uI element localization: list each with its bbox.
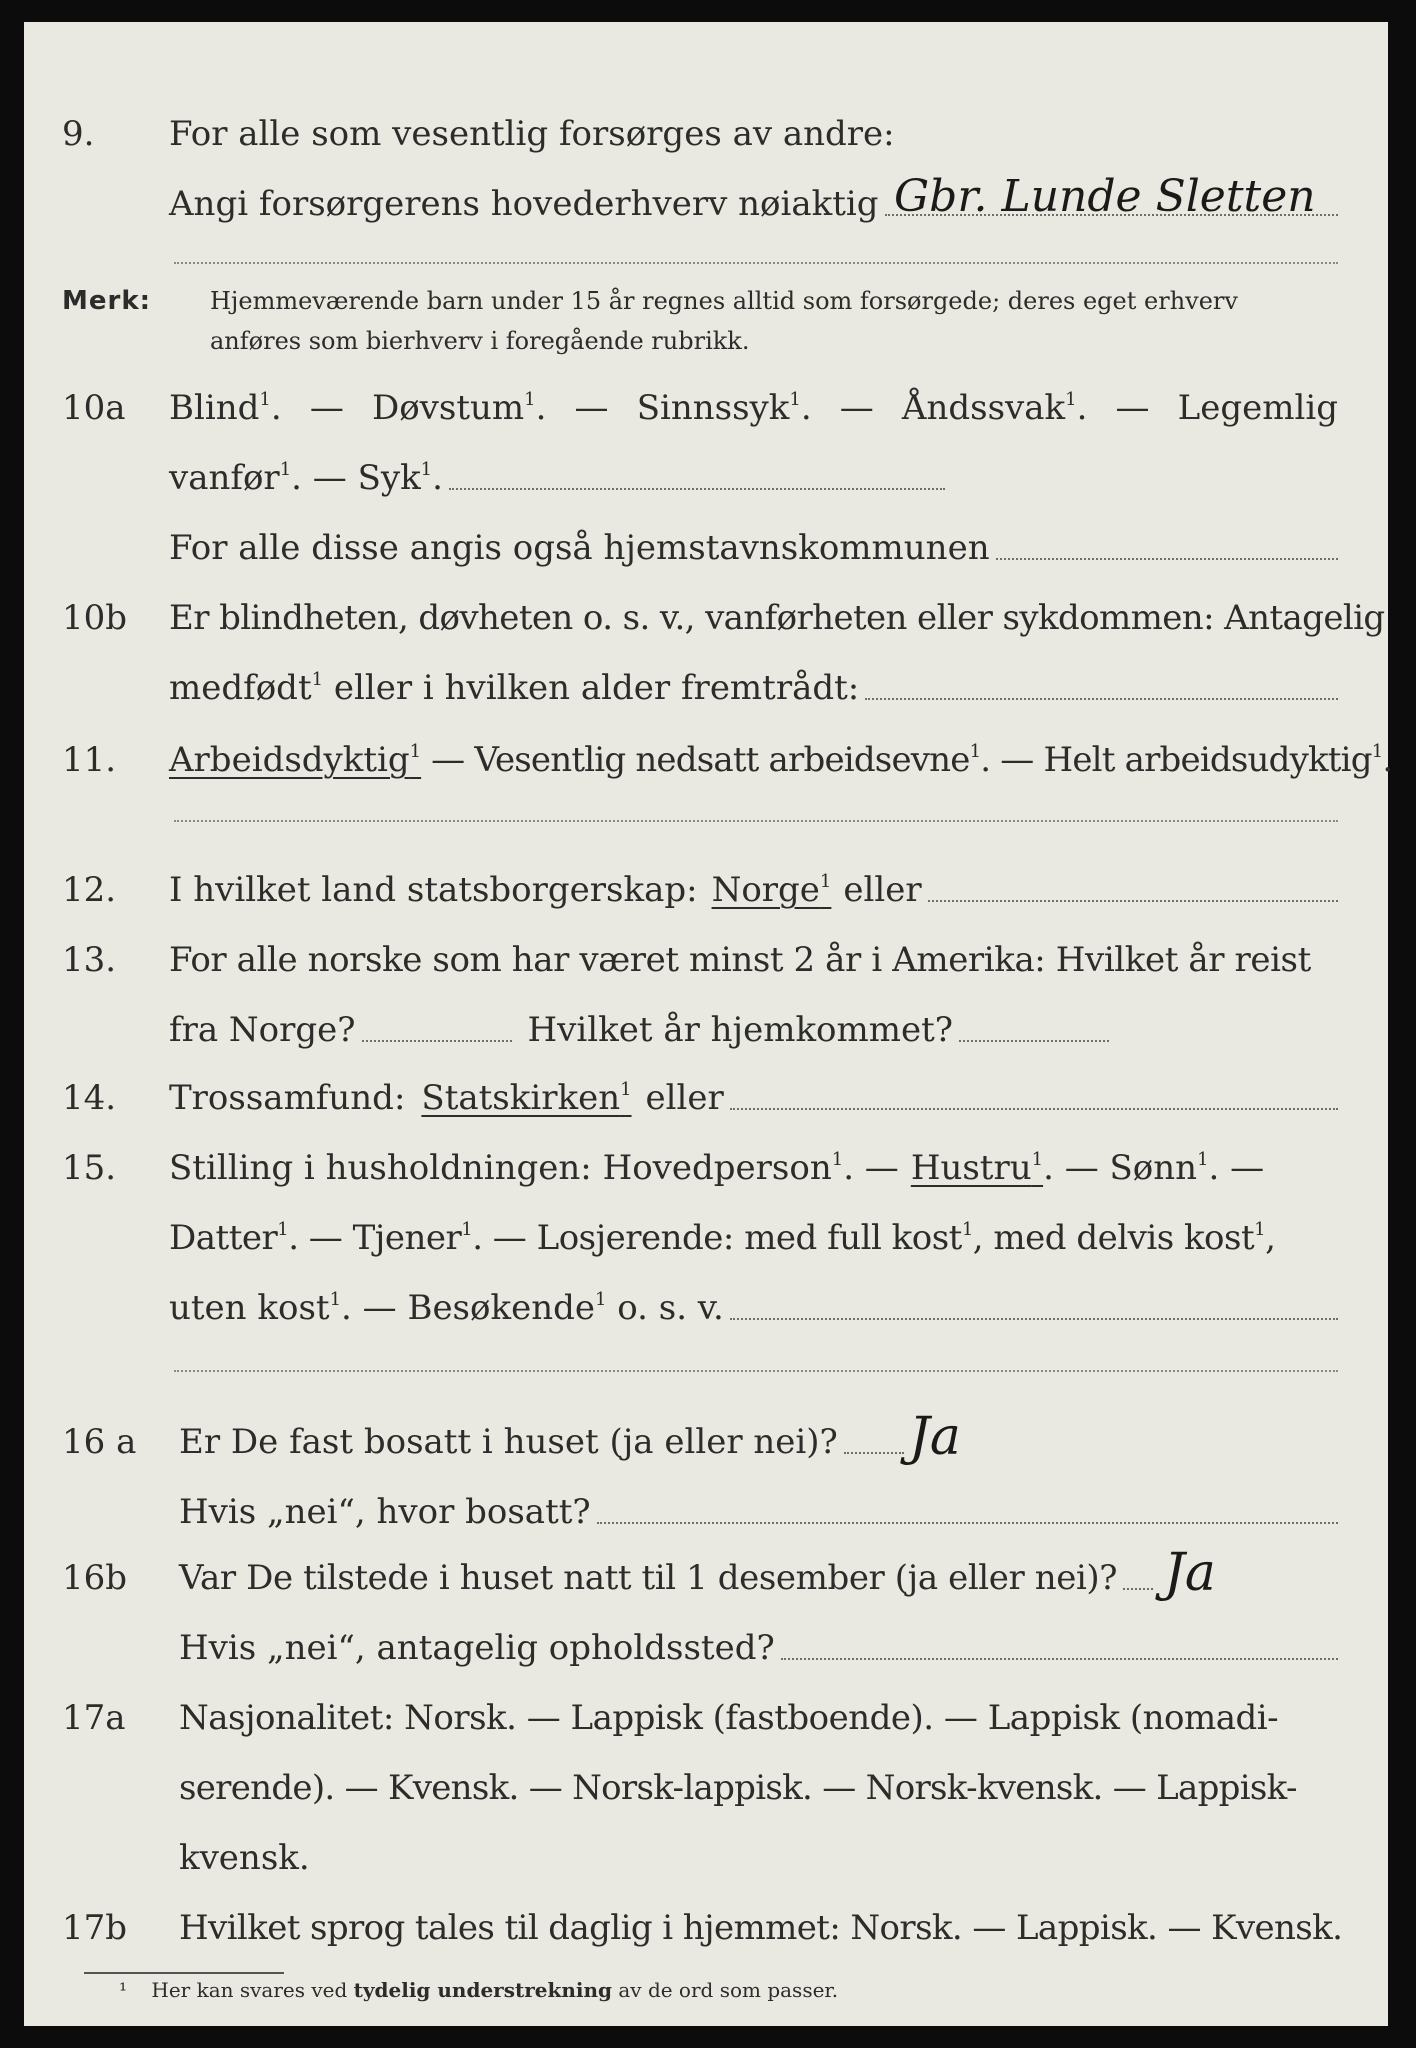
q16b-number: 16b: [62, 1558, 128, 1598]
q12-prefix: I hvilket land statsborgerskap:: [169, 870, 698, 910]
q9-line2: [24, 164, 1388, 228]
q10a-opt-blind[interactable]: Blind$^1$.: [169, 388, 282, 428]
q9-text-line2: Angi forsørgerens hovederhverv nøiaktig: [169, 184, 879, 224]
q13-reist-line[interactable]: [362, 1040, 512, 1042]
q9-number: 9.: [62, 114, 95, 154]
q10a-number: 10a: [62, 388, 126, 428]
q16b-line1: [24, 1538, 1388, 1602]
q17a-line3: [24, 1818, 1388, 1882]
q10a-opt-sinnssyk[interactable]: Sinnssyk$^1$.: [636, 388, 812, 428]
merk-label: Merk:: [62, 286, 152, 316]
q17a-text-line3: kvensk.: [179, 1838, 310, 1878]
footnote-rule: [84, 1972, 284, 1974]
q16b-answer-line[interactable]: [1123, 1588, 1153, 1590]
q16a-line2: [24, 1472, 1388, 1536]
q10a-dash: —: [309, 388, 344, 428]
footnote: [119, 1978, 838, 2002]
q16a-handwritten-answer: Ja: [909, 1407, 961, 1467]
q12-norge-underlined[interactable]: Norge$^1$: [711, 870, 832, 910]
q15-extra-rule: [174, 1370, 1338, 1372]
q15-line1: [24, 1128, 1388, 1192]
q16b-line2: [24, 1608, 1388, 1672]
q10a-options: [169, 388, 1338, 428]
q17a-number: 17a: [62, 1698, 126, 1738]
q10a-dash: —: [1115, 388, 1150, 428]
q9-text-line1: For alle som vesentlig forsørges av andre:: [169, 114, 895, 154]
q12-number: 12.: [62, 870, 117, 910]
q15-line3: [24, 1268, 1388, 1332]
footnote-mark: ¹: [119, 1978, 128, 2002]
q15-answer-line[interactable]: [730, 1318, 1338, 1320]
q10a-text-line2: vanfør$^1$. — Syk$^1$.: [169, 458, 443, 498]
q13-hjemkommet-label: Hvilket år hjemkommet?: [527, 1010, 954, 1050]
q12-suffix: eller: [843, 870, 922, 910]
q13-number: 13.: [62, 940, 117, 980]
q11-arbeidsdyktig-underlined[interactable]: Arbeidsdyktig$^1$: [169, 740, 422, 780]
q16a-bosatt-line[interactable]: [597, 1522, 1338, 1524]
census-form-page: [24, 22, 1393, 2026]
q11-rest: — Vesentlig nedsatt arbeidsevne$^1$. — Helt arbeidsudyktig$^1$.: [431, 740, 1393, 780]
q10b-answer-line[interactable]: [865, 698, 1338, 700]
q9-handwritten-answer: Gbr. Lunde Sletten: [894, 171, 1316, 222]
q17b-number: 17b: [62, 1908, 128, 1948]
q12-answer-line[interactable]: [928, 900, 1338, 902]
footnote-text-a: Her kan svares ved: [151, 1978, 348, 2002]
q14-suffix: eller: [645, 1078, 724, 1118]
q9-extra-rule: [174, 262, 1338, 264]
q10a-line2: [24, 438, 1388, 502]
q10a-text-line3: For alle disse angis også hjemstavnskommunen: [169, 528, 990, 568]
merk-line1: [24, 278, 1388, 318]
q10a-opt-legemlig[interactable]: Legemlig: [1177, 388, 1338, 428]
q15-hustru-underlined[interactable]: Hustru$^1$: [910, 1148, 1044, 1188]
q16b-handwritten-answer: Ja: [1164, 1543, 1216, 1603]
q14-number: 14.: [62, 1078, 117, 1118]
merk-text-line1: Hjemmeværende barn under 15 år regnes alltid som forsørgede; deres eget erhverv: [210, 287, 1238, 315]
q10a-opt-dovstum[interactable]: Døvstum$^1$.: [371, 388, 547, 428]
q15-text-line2: Datter$^1$. — Tjener$^1$. — Losjerende: med full kost$^1$, med delvis kost$^1$,: [169, 1218, 1276, 1258]
q11-line: [24, 720, 1393, 784]
q10b-text-line2: medfødt$^1$ eller i hvilken alder fremtrådt:: [169, 668, 860, 708]
q16b-text-line2: Hvis „nei“, antagelig opholdssted?: [179, 1628, 775, 1668]
q13-line1: [24, 920, 1388, 984]
q16b-text-line1: Var De tilstede i huset natt til 1 desember (ja eller nei)?: [179, 1558, 1118, 1598]
q13-hjemkommet-line[interactable]: [959, 1040, 1109, 1042]
q14-line: [24, 1058, 1388, 1122]
q16a-text-line2: Hvis „nei“, hvor bosatt?: [179, 1492, 591, 1532]
q17a-text-line2: serende). — Kvensk. — Norsk-lappisk. — Norsk-kvensk. — Lappisk-: [179, 1768, 1297, 1808]
q16a-number: 16 a: [62, 1422, 137, 1462]
q9-line1: [24, 94, 1388, 158]
footnote-text-bold: tydelig understrekning: [353, 1978, 612, 2002]
q16a-answer-line[interactable]: [844, 1452, 904, 1454]
q15-text-line1b: . — Sønn$^1$. —: [1043, 1148, 1265, 1188]
q14-answer-line[interactable]: [730, 1108, 1338, 1110]
q10a-line3: [24, 508, 1388, 572]
q13-line2: [24, 990, 1388, 1054]
q13-text-line1: For alle norske som har været minst 2 år i Amerika: Hvilket år reist: [169, 940, 1311, 980]
q17a-line2: [24, 1748, 1388, 1812]
q17a-text-line1: Nasjonalitet: Norsk. — Lappisk (fastboende). — Lappisk (nomadi-: [179, 1698, 1279, 1738]
q10b-text-line1: Er blindheten, døvheten o. s. v., vanførheten eller sykdommen: Antagelig: [169, 598, 1385, 638]
footnote-text-b: av de ord som passer.: [618, 1978, 839, 2002]
q10b-line2: [24, 648, 1388, 712]
q10a-opt-andssvak[interactable]: Åndssvak$^1$.: [901, 388, 1088, 428]
q11-extra-rule: [174, 820, 1338, 822]
q15-number: 15.: [62, 1148, 117, 1188]
merk-line2: [24, 318, 1388, 358]
q10a-hjemstavn-line[interactable]: [996, 558, 1338, 560]
q10a-answer-line[interactable]: [449, 488, 945, 490]
q10a-dash: —: [839, 388, 874, 428]
q15-line2: [24, 1198, 1388, 1262]
q11-number: 11.: [62, 740, 117, 780]
q16a-text-line1: Er De fast bosatt i huset (ja eller nei)?: [179, 1422, 838, 1462]
q17a-line1: [24, 1678, 1388, 1742]
q10a-line1: [24, 368, 1388, 432]
q12-line: [24, 850, 1388, 914]
q10a-dash: —: [574, 388, 609, 428]
q15-text-line3: uten kost$^1$. — Besøkende$^1$ o. s. v.: [169, 1288, 724, 1328]
q17b-line1: [24, 1888, 1388, 1952]
q14-prefix: Trossamfund:: [169, 1078, 406, 1118]
q15-text-line1a: Stilling i husholdningen: Hovedperson$^1$. —: [169, 1148, 899, 1188]
q10b-line1: [24, 578, 1388, 642]
q13-reist-label: fra Norge?: [169, 1010, 356, 1050]
q16a-line1: [24, 1402, 1388, 1466]
q17b-text-line1: Hvilket sprog tales til daglig i hjemmet: Norsk. — Lappisk. — Kvensk.: [179, 1908, 1343, 1948]
q16b-opholdssted-line[interactable]: [781, 1658, 1338, 1660]
merk-text-line2: anføres som bierhverv i foregående rubrikk.: [210, 327, 750, 355]
q10b-number: 10b: [62, 598, 128, 638]
q14-statskirken-underlined[interactable]: Statskirken$^1$: [421, 1078, 632, 1118]
